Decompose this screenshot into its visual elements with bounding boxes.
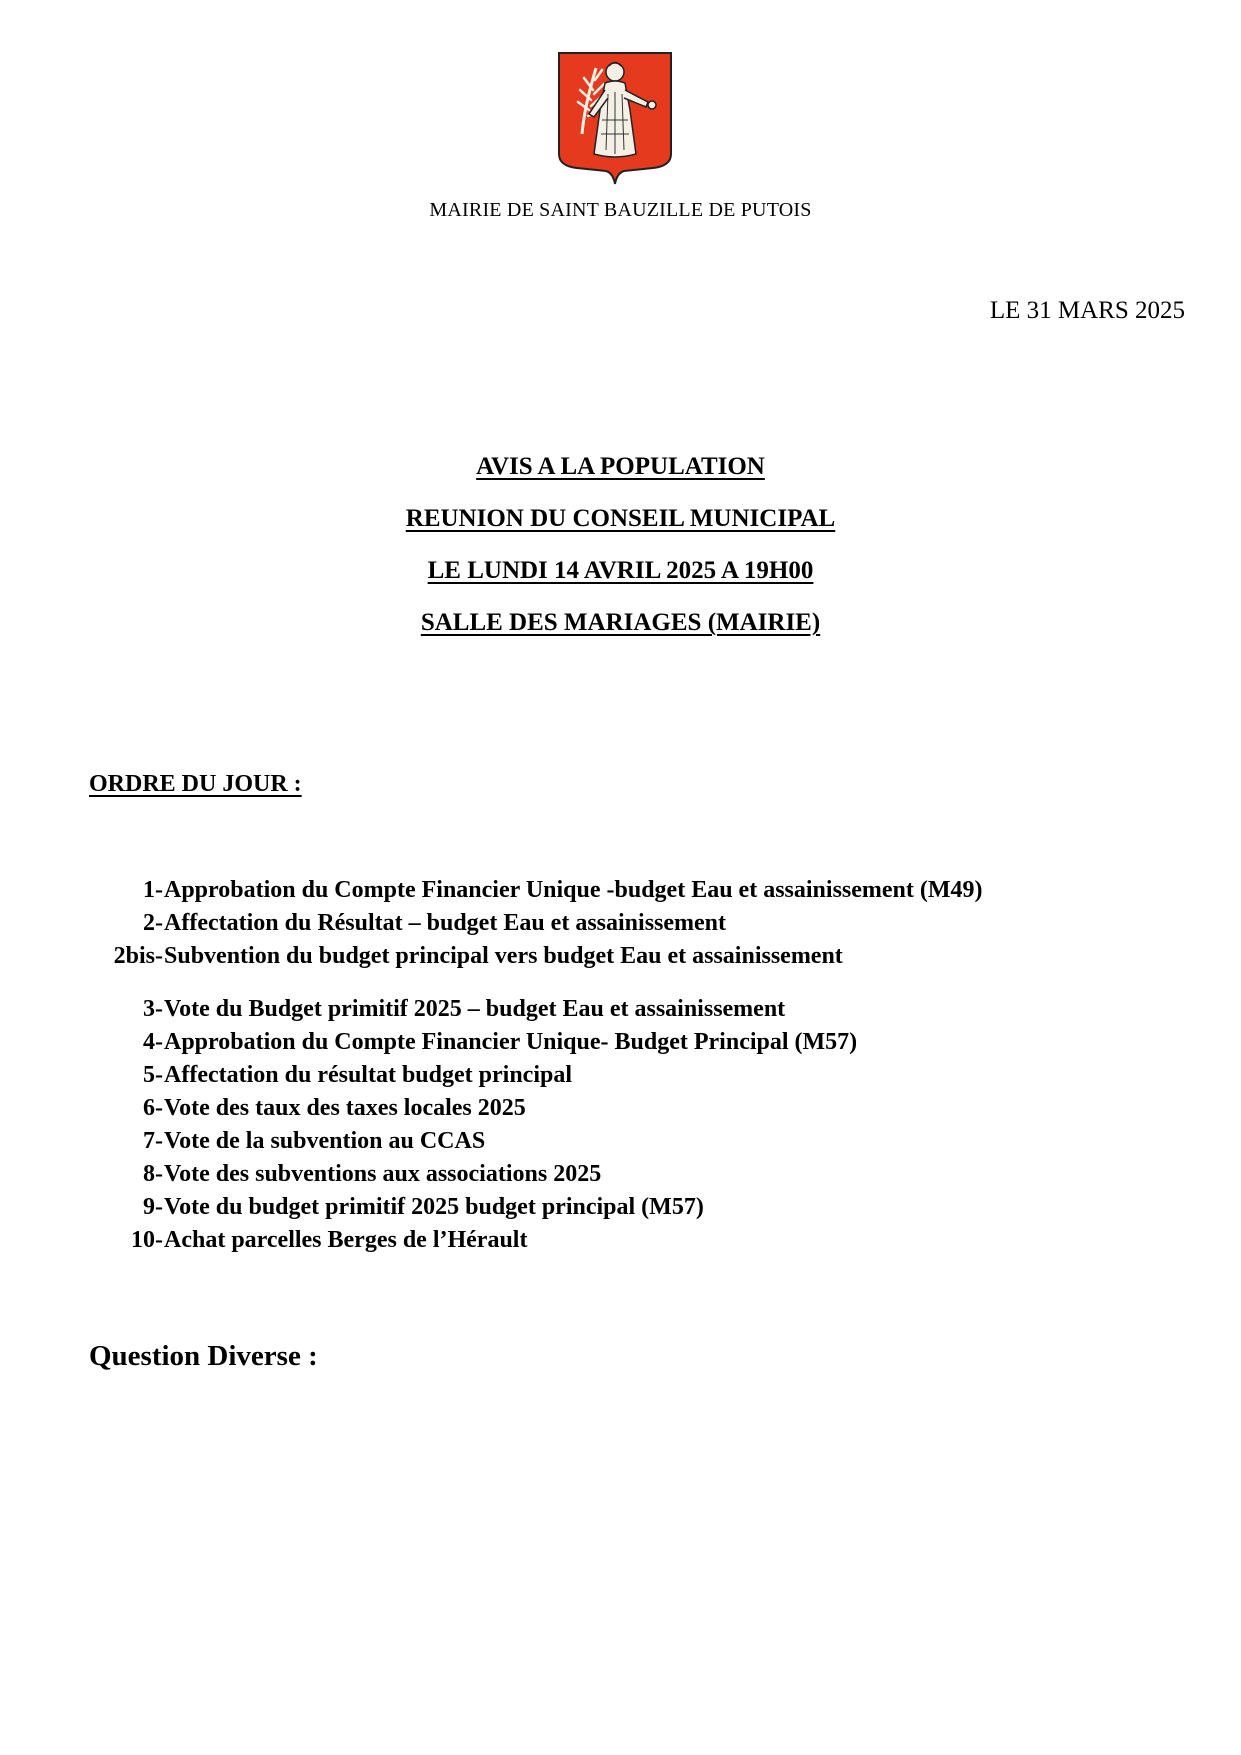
agenda-item-text: Affectation du résultat budget principal	[164, 1062, 572, 1088]
agenda-item-text: Affectation du Résultat – budget Eau et assainissement	[164, 910, 727, 936]
agenda-item-text: Achat parcelles Berges de l’Hérault	[164, 1227, 528, 1253]
agenda-item-number: 4-	[143, 1029, 163, 1055]
meeting-datetime: LE LUNDI 14 AVRIL 2025 A 19H00	[427, 557, 814, 584]
agenda-item-number: 2-	[143, 910, 163, 936]
agenda-item-number: 5-	[143, 1062, 163, 1088]
meeting-title: REUNION DU CONSEIL MUNICIPAL	[405, 505, 836, 532]
notice-title: AVIS A LA POPULATION	[476, 453, 765, 480]
agenda-item-number: 10-	[131, 1227, 163, 1253]
agenda-item-text: Vote de la subvention au CCAS	[164, 1128, 486, 1154]
document-date: LE 31 MARS 2025	[989, 297, 1185, 324]
agenda-item-text: Vote des subventions aux associations 2025	[164, 1161, 602, 1187]
agenda-item-text: Approbation du Compte Financier Unique -budget Eau et assainissement (M49)	[164, 877, 983, 903]
meeting-location: SALLE DES MARIAGES (MAIRIE)	[420, 609, 821, 636]
agenda-item-number: 8-	[143, 1161, 163, 1187]
agenda-item-number: 3-	[143, 996, 163, 1022]
agenda-item-text: Vote du Budget primitif 2025 – budget Eau et assainissement	[164, 996, 786, 1022]
agenda-item-text: Approbation du Compte Financier Unique- Budget Principal (M57)	[164, 1029, 858, 1055]
agenda-heading: ORDRE DU JOUR :	[89, 771, 302, 797]
agenda-item-text: Vote des taux des taxes locales 2025	[164, 1095, 526, 1121]
agenda-item-number: 9-	[143, 1194, 163, 1220]
mairie-header: MAIRIE DE SAINT BAUZILLE DE PUTOIS	[429, 199, 812, 221]
question-diverse-heading: Question Diverse :	[89, 1340, 318, 1372]
agenda-item-number: 6-	[143, 1095, 163, 1121]
agenda-item-text: Vote du budget primitif 2025 budget principal (M57)	[164, 1194, 704, 1220]
agenda-item-number: 2bis-	[113, 943, 163, 969]
agenda-item-number: 1-	[143, 877, 163, 903]
agenda-item-text: Subvention du budget principal vers budget Eau et assainissement	[164, 943, 843, 969]
agenda-item-number: 7-	[143, 1128, 163, 1154]
